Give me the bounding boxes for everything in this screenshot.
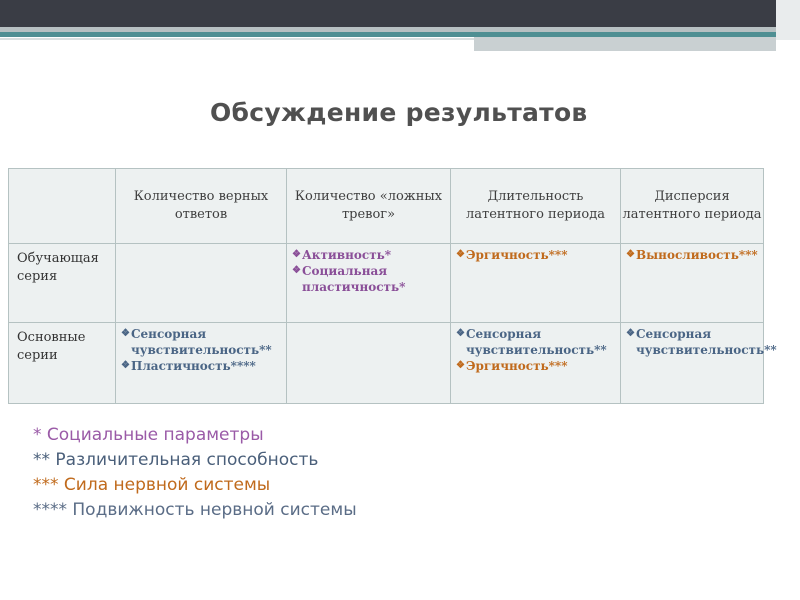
diamond-bullet-icon: ❖ <box>626 328 635 339</box>
row-label: Обучающая серия <box>17 251 99 284</box>
header-bar-dark <box>0 0 776 27</box>
diamond-bullet-icon: ❖ <box>626 249 635 260</box>
cell-item-text: Пластичность**** <box>131 359 256 373</box>
cell-content <box>116 323 286 374</box>
cell-item <box>456 358 620 374</box>
cell-item <box>456 326 620 358</box>
legend-mobility: **** Подвижность нервной системы <box>33 500 357 520</box>
table-cell <box>287 244 451 323</box>
header-latency-dispersion: Дисперсия латентного периода <box>621 169 764 244</box>
cell-item <box>626 247 763 263</box>
table-header-row <box>9 169 764 244</box>
header-bar-line <box>0 38 474 40</box>
results-table <box>8 168 777 404</box>
footnote-legend <box>33 423 357 523</box>
table-row <box>9 323 764 404</box>
header-latency-duration: Длительность латентного периода <box>451 169 621 244</box>
table-row <box>9 244 764 323</box>
cell-item <box>626 326 777 358</box>
cell-item-text: Социальная пластичность* <box>302 264 406 294</box>
diamond-bullet-icon: ❖ <box>292 249 301 260</box>
diamond-bullet-icon: ❖ <box>456 249 465 260</box>
diamond-bullet-icon: ❖ <box>456 360 465 371</box>
header-cell-empty <box>9 169 116 244</box>
header-correct-answers: Количество верных ответов <box>116 169 287 244</box>
row-label-cell <box>9 323 116 404</box>
table-cell <box>116 323 287 404</box>
table-cell <box>621 244 764 323</box>
cell-item-text: Выносливость*** <box>636 248 758 262</box>
table-cell <box>451 244 621 323</box>
legend-discrimination: ** Различительная способность <box>33 450 319 470</box>
table-cell <box>451 323 621 404</box>
row-label: Основные серии <box>17 330 86 363</box>
cell-item <box>292 247 450 263</box>
diamond-bullet-icon: ❖ <box>292 265 301 276</box>
cell-item <box>292 263 450 295</box>
legend-strength: *** Сила нервной системы <box>33 475 271 495</box>
cell-item-text: Эргичность*** <box>466 359 568 373</box>
header-bar-light <box>474 37 776 51</box>
cell-content <box>621 244 763 263</box>
legend-social: * Социальные параметры <box>33 425 264 445</box>
cell-content <box>451 323 620 374</box>
diamond-bullet-icon: ❖ <box>121 328 130 339</box>
cell-item <box>121 358 286 374</box>
cell-item-text: Сенсорная чувствительность** <box>131 327 272 357</box>
row-label-cell <box>9 244 116 323</box>
header-bar-right <box>776 0 800 40</box>
cell-item-text: Активность* <box>302 248 392 262</box>
diamond-bullet-icon: ❖ <box>121 360 130 371</box>
table-cell <box>287 323 451 404</box>
cell-content <box>621 323 777 358</box>
cell-item-text: Сенсорная чувствительность** <box>466 327 607 357</box>
cell-item-text: Эргичность*** <box>466 248 568 262</box>
slide-title: Обсуждение результатов <box>210 98 588 127</box>
cell-item-text: Сенсорная чувствительность** <box>636 327 777 357</box>
cell-content <box>287 323 450 326</box>
table-cell <box>621 323 777 404</box>
diamond-bullet-icon: ❖ <box>456 328 465 339</box>
cell-item <box>121 326 286 358</box>
header-false-alarms: Количество «ложных тревог» <box>287 169 451 244</box>
cell-content <box>451 244 620 263</box>
table-cell <box>116 244 287 323</box>
cell-content <box>116 244 286 247</box>
cell-item <box>456 247 620 263</box>
cell-content <box>287 244 450 295</box>
